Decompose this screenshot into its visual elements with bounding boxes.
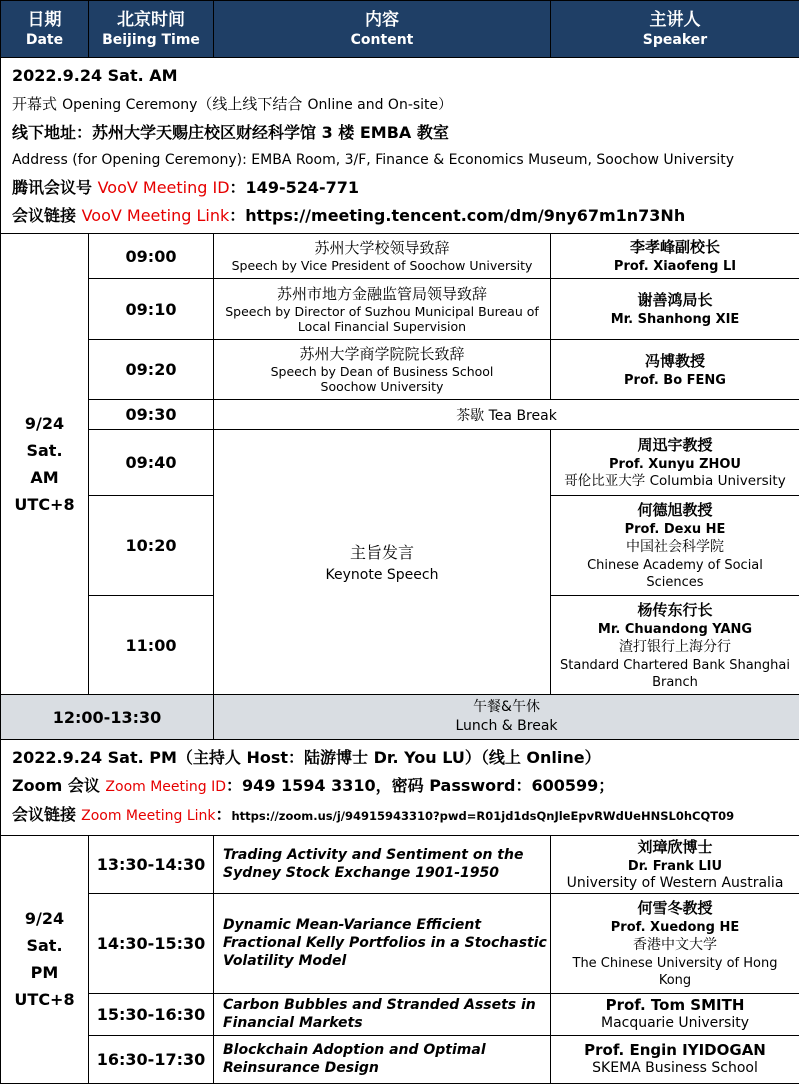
time-cell: 14:30-15:30 [89,893,214,993]
header-row [1,1,799,58]
lunch-row [1,695,799,740]
table-row [1,893,799,993]
table-row [1,234,799,279]
opening-line: 开幕式 Opening Ceremony（线上线下结合 Online and On-site） [12,90,799,120]
voov-meeting-link: 会议链接 VooV Meeting Link：https://meeting.tencent.com/dm/9ny67m1n73Nh [12,202,799,230]
zoom-meeting-link: 会议链接 Zoom Meeting Link：https://zoom.us/j/94915943310?pwd=R01jd1dsQnJleEpvRWdUeHNSL0hCQT09 [12,801,799,831]
address-en: Address (for Opening Ceremony): EMBA Room, 3/F, Finance & Economics Museum, Soochow University [12,147,799,175]
time-cell: 09:10 [89,279,214,340]
header-date: 日期 Date [1,1,89,58]
talk-title: Blockchain Adoption and Optimal Reinsurance Design [214,1035,551,1083]
pm-date-line: 2022.9.24 Sat. PM（主持人 Host：陆游博士 Dr. You LU）（线上 Online） [12,744,799,772]
pm-info-row [1,740,799,836]
content-cell: 苏州大学商学院院长致辞 Speech by Dean of Business School Soochow University [214,340,551,400]
table-row [1,1035,799,1083]
keynote-cell: 主旨发言 Keynote Speech [214,430,551,695]
speaker-cell: 冯博教授 Prof. Bo FENG [551,340,799,400]
time-cell: 13:30-14:30 [89,835,214,893]
am-date-line: 2022.9.24 Sat. AM [12,62,799,90]
zoom-link[interactable]: https://zoom.us/j/94915943310?pwd=R01jd1dsQnJleEpvRWdUeHNSL0hCQT09 [232,809,735,823]
table-row [1,430,799,496]
time-cell: 09:40 [89,430,214,496]
voov-meeting-id: 腾讯会议号 VooV Meeting ID：149-524-771 [12,174,799,202]
speaker-cell: 何德旭教授 Prof. Dexu HE 中国社会科学院 Chinese Academy of Social Sciences [551,496,799,596]
talk-title: Dynamic Mean-Variance Efficient Fractional Kelly Portfolios in a Stochastic Volatility Model [214,893,551,993]
table-row [1,279,799,340]
speaker-cell: 周迅宇教授 Prof. Xunyu ZHOU 哥伦比亚大学 Columbia University [551,430,799,496]
talk-title: Trading Activity and Sentiment on the Sydney Stock Exchange 1901-1950 [214,835,551,893]
am-info-row [1,58,799,234]
time-cell: 15:30-16:30 [89,993,214,1035]
speaker-cell: 谢善鸿局长 Mr. Shanhong XIE [551,279,799,340]
am-day-cell: 9/24 Sat. AM UTC+8 [1,234,89,695]
speaker-cell: 李孝峰副校长 Prof. Xiaofeng LI [551,234,799,279]
lunch-cell: 午餐&午休 Lunch & Break [214,695,799,740]
lunch-time: 12:00-13:30 [1,695,214,740]
pm-info [1,740,799,836]
time-cell: 16:30-17:30 [89,1035,214,1083]
zoom-meeting-id: Zoom 会议 Zoom Meeting ID：949 1594 3310，密码 Password：600599； [12,772,799,802]
header-content: 内容 Content [214,1,551,58]
speaker-cell: 刘璋欣博士 Dr. Frank LIU University of Western Australia [551,835,799,893]
time-cell: 11:00 [89,596,214,695]
speaker-cell: 杨传东行长 Mr. Chuandong YANG 渣打银行上海分行 Standard Chartered Bank Shanghai Branch [551,596,799,695]
time-cell: 09:30 [89,400,214,430]
time-cell: 10:20 [89,496,214,596]
speaker-cell: Prof. Engin IYIDOGAN SKEMA Business School [551,1035,799,1083]
header-speaker: 主讲人 Speaker [551,1,799,58]
content-cell: 苏州市地方金融监管局领导致辞 Speech by Director of Suzhou Municipal Bureau of Local Financial Supervision [214,279,551,340]
header-time: 北京时间 Beijing Time [89,1,214,58]
table-row [1,340,799,400]
speaker-cell: Prof. Tom SMITH Macquarie University [551,993,799,1035]
time-cell: 09:00 [89,234,214,279]
table-row [1,835,799,893]
am-info [1,58,799,234]
table-row [1,993,799,1035]
tea-break-cell: 茶歇 Tea Break [214,400,799,430]
table-row [1,400,799,430]
talk-title: Carbon Bubbles and Stranded Assets in Financial Markets [214,993,551,1035]
pm-day-cell: 9/24 Sat. PM UTC+8 [1,835,89,1083]
content-cell: 苏州大学校领导致辞 Speech by Vice President of Soochow University [214,234,551,279]
address-zh: 线下地址：苏州大学天赐庄校区财经科学馆 3 楼 EMBA 教室 [12,119,799,147]
voov-link[interactable]: ：https://meeting.tencent.com/dm/9ny67m1n73Nh [229,206,685,225]
speaker-cell: 何雪冬教授 Prof. Xuedong HE 香港中文大学 The Chinese University of Hong Kong [551,893,799,993]
time-cell: 09:20 [89,340,214,400]
